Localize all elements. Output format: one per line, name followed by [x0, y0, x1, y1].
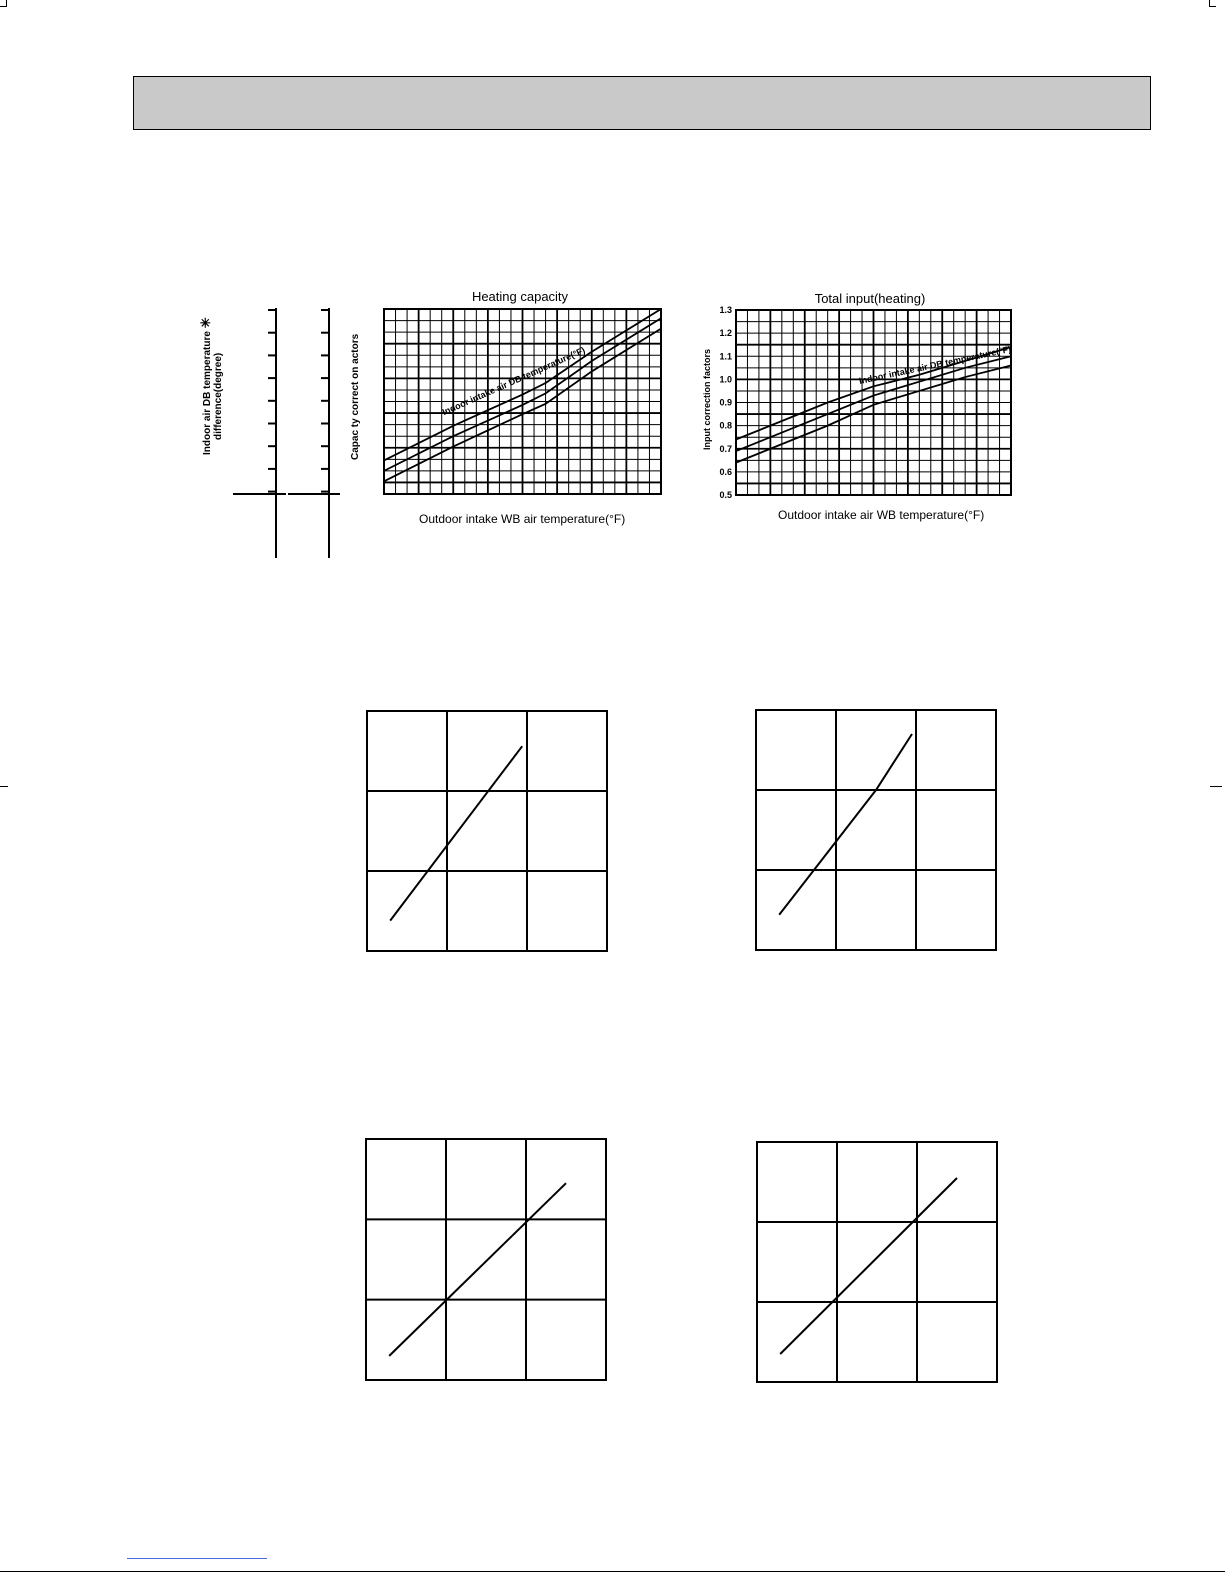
left-scale-label-line2: difference(degree) [213, 352, 224, 440]
series-line-1 [779, 734, 912, 915]
chart-1-plot [383, 308, 663, 496]
chart-1-annotation: Indoor intake air DB temperature(°F) [440, 344, 587, 418]
left-scale-label-line1: Indoor air DB temperature [202, 331, 213, 455]
chart-2-xlabel: Outdoor intake air WB temperature(°F) [778, 508, 985, 522]
chart-2-ytick-label: 0.7 [719, 443, 732, 454]
crop-mark-top-right [1209, 0, 1216, 7]
chart-2-ytick-label: 1.3 [719, 305, 732, 315]
series-line-1 [390, 746, 522, 920]
grid [384, 309, 661, 494]
left-scale-marker: ✳ [198, 317, 213, 329]
chart-1-xlabel: Outdoor intake WB air temperature(°F) [419, 512, 626, 526]
crop-mark-top-left [0, 0, 7, 7]
plot-frame [756, 710, 996, 950]
series-line-1 [780, 1178, 957, 1354]
chart-2-ytick-label: 0.6 [719, 466, 732, 477]
chart-2-title: Total input(heating) [814, 291, 926, 306]
small-chart-4 [756, 1141, 998, 1383]
chart-2-plot [700, 300, 1020, 505]
chart-2-annotation: Indoor intake air DB temperature(°F) [858, 343, 1012, 386]
grid [756, 710, 996, 950]
left-scale-label [198, 317, 214, 455]
series-line-1 [389, 1183, 566, 1356]
grid [736, 310, 1011, 495]
crop-mark-mid-left [0, 786, 8, 787]
crop-mark-mid-right [1210, 786, 1222, 787]
chart-2-ytick-label: 0.9 [719, 397, 732, 408]
small-chart-2 [755, 709, 997, 951]
plot-frame [367, 711, 607, 951]
plot-frame [757, 1142, 997, 1382]
section-header-bar [133, 76, 1151, 130]
footer-rule [0, 1571, 1225, 1572]
footer-link-underline[interactable] [127, 1558, 267, 1559]
grid [757, 1142, 997, 1382]
chart-2-ytick-label: 0.8 [719, 420, 732, 431]
chart-2-ytick-label: 1.1 [719, 351, 732, 362]
chart-2-ytick-label: 0.5 [719, 490, 732, 500]
chart-2-ytick-label: 1.0 [719, 374, 732, 385]
small-chart-3 [365, 1138, 607, 1381]
grid [367, 711, 607, 951]
chart-1-title: Heating capacity [471, 289, 569, 304]
chart-1-ylabel: Capac ty correct on actors [350, 333, 361, 460]
chart-2-ylabel: Input correction factors [702, 348, 712, 450]
chart-2-ytick-label: 1.2 [719, 328, 732, 339]
small-chart-1 [366, 710, 608, 952]
